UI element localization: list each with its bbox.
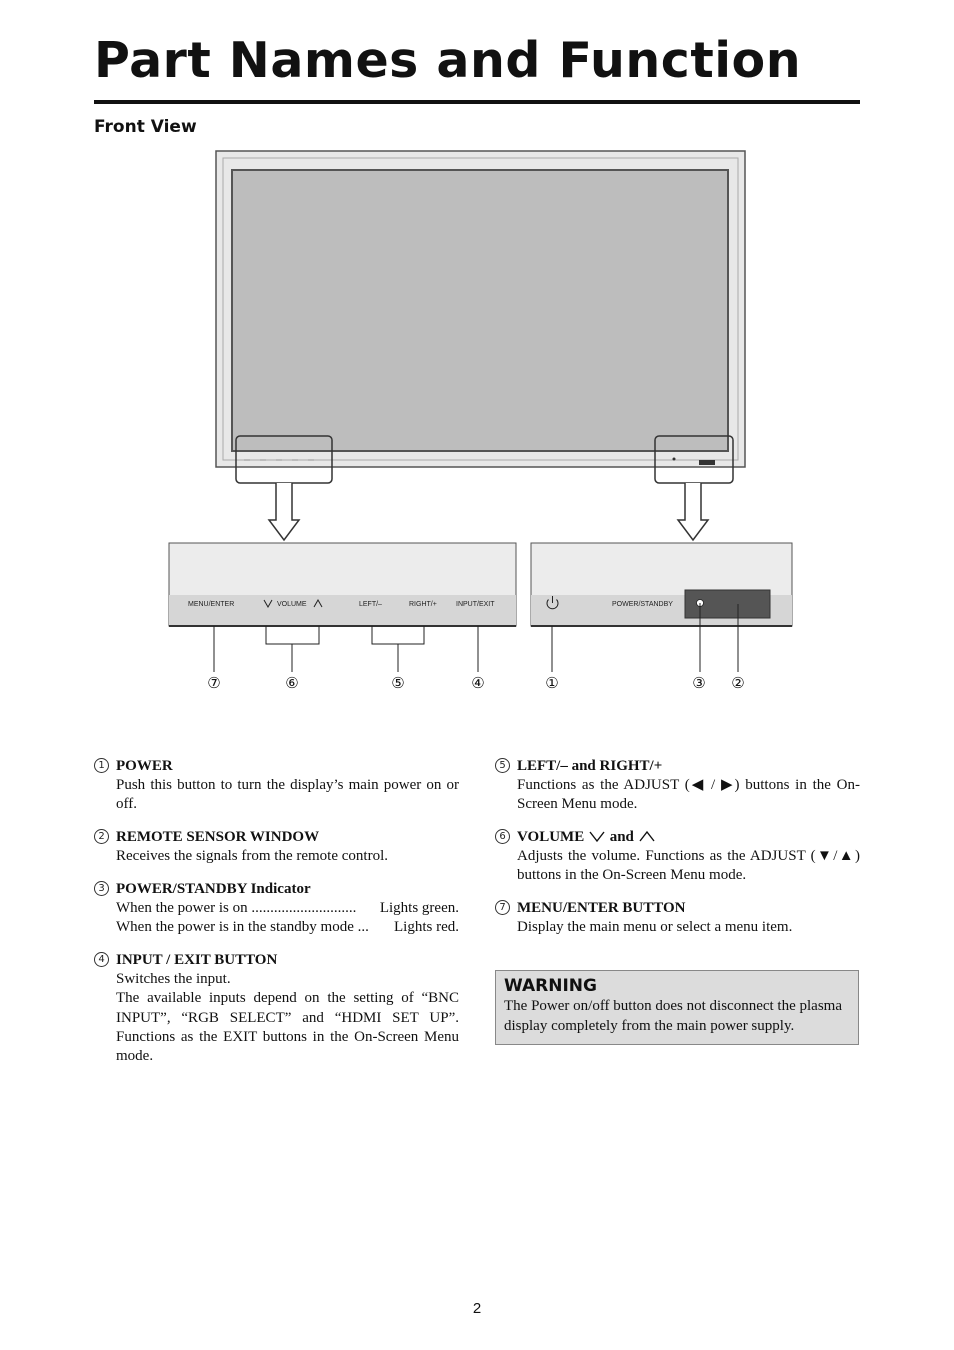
right-arrow xyxy=(678,483,708,540)
mini-sensor xyxy=(699,460,715,465)
item-menu-enter xyxy=(495,899,860,937)
item-subtitle: Switches the input. xyxy=(116,971,231,988)
item-volume xyxy=(495,828,860,886)
callout-6: ⑥ xyxy=(285,674,299,692)
item-title: VOLUME and xyxy=(517,828,860,847)
item-description: The available inputs depend on the setting of “BNC INPUT”, “RGB SELECT” and “HDMI SET UP”. Functions as the EXIT buttons in the On-Screen Menu mode. xyxy=(116,990,459,1065)
left-arrow xyxy=(269,483,299,540)
label-volume: VOLUME xyxy=(277,601,307,608)
item-description: Display the main menu or select a menu item. xyxy=(517,919,793,936)
label-left: LEFT/– xyxy=(359,601,382,608)
indicator-row-on: When the power is on ............................ Lights green. xyxy=(116,900,459,917)
chevron-up-icon xyxy=(638,829,656,843)
label-menu-enter: MENU/ENTER xyxy=(188,601,235,608)
callout-3: ③ xyxy=(692,674,706,692)
warning-text: The Power on/off button does not disconnect the plasma display completely from the main power supply. xyxy=(504,998,842,1034)
callout-4: ④ xyxy=(471,674,485,692)
callout-2: ② xyxy=(731,674,745,692)
item-number: 4 xyxy=(94,952,109,967)
item-description: Receives the signals from the remote control. xyxy=(116,848,388,865)
item-title: POWER/STANDBY Indicator xyxy=(116,881,311,897)
mini-indicator xyxy=(673,458,676,461)
item-number: 7 xyxy=(495,900,510,915)
item-title: POWER xyxy=(116,758,173,774)
warning-box xyxy=(495,970,859,1045)
section-heading: Front View xyxy=(94,117,197,137)
display-screen xyxy=(232,170,728,451)
item-description: Push this button to turn the display’s main power on or off. xyxy=(116,777,459,813)
item-title: LEFT/– and RIGHT/+ xyxy=(517,758,663,774)
item-left-right xyxy=(495,757,860,815)
label-input-exit: INPUT/EXIT xyxy=(456,601,495,608)
item-number: 6 xyxy=(495,829,510,844)
item-title: INPUT / EXIT BUTTON xyxy=(116,952,278,968)
item-input-exit xyxy=(94,951,459,1066)
item-title: MENU/ENTER BUTTON xyxy=(517,900,686,916)
item-number: 2 xyxy=(94,829,109,844)
callout-7: ⑦ xyxy=(207,674,221,692)
item-power-indicator xyxy=(94,880,459,938)
page-title: Part Names and Function xyxy=(94,32,802,89)
item-power xyxy=(94,757,459,815)
item-description: Adjusts the volume. Functions as the ADJUST (▼/▲) buttons in the On-Screen Menu mode. xyxy=(517,848,860,884)
item-description: Functions as the ADJUST (◀ / ▶) buttons in the On-Screen Menu mode. xyxy=(517,777,860,813)
label-right: RIGHT/+ xyxy=(409,601,437,608)
item-number: 1 xyxy=(94,758,109,773)
item-remote-sensor xyxy=(94,828,459,866)
page-number: 2 xyxy=(472,1300,482,1317)
indicator-row-standby: When the power is in the standby mode ... Lights red. xyxy=(116,919,459,936)
item-title: REMOTE SENSOR WINDOW xyxy=(116,829,320,845)
chevron-down-icon xyxy=(588,829,606,843)
callout-1: ① xyxy=(545,674,559,692)
item-number: 5 xyxy=(495,758,510,773)
left-panel-strip xyxy=(169,595,516,626)
callout-5: ⑤ xyxy=(391,674,405,692)
label-power-standby: POWER/STANDBY xyxy=(612,601,673,608)
item-number: 3 xyxy=(94,881,109,896)
warning-title: WARNING xyxy=(504,976,597,996)
